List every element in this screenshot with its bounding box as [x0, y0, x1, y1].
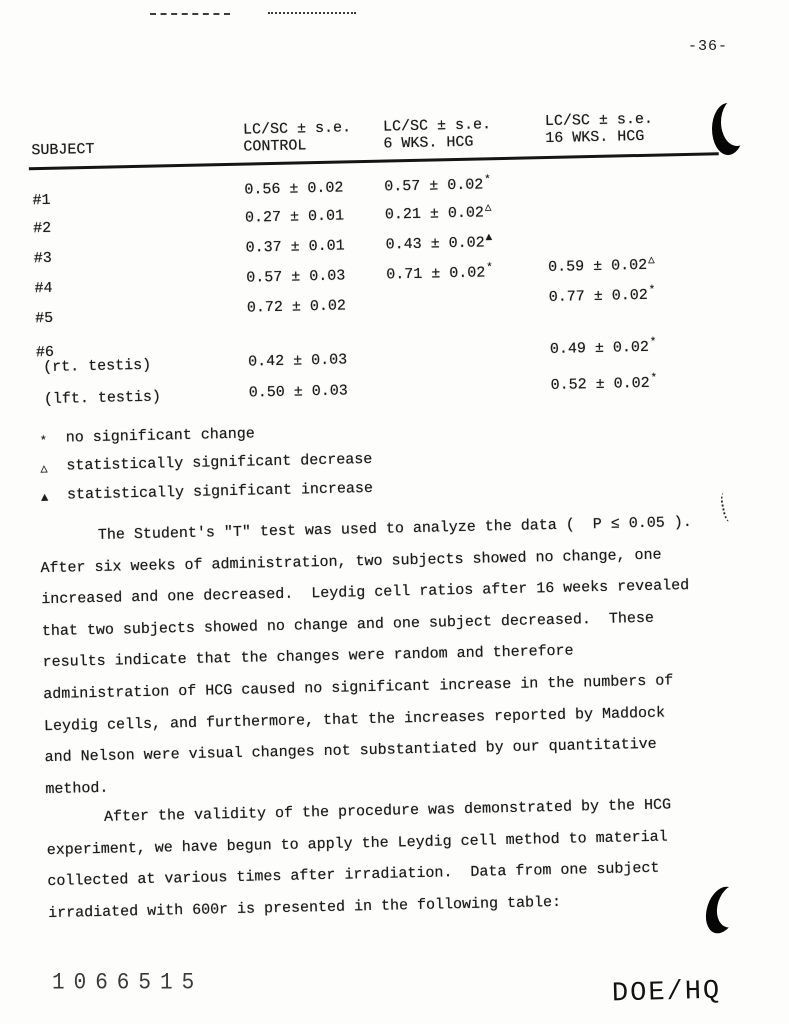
legend-item-increase: [1, 478, 501, 509]
paragraph-line: irradiated with 600r is presented in the following table:: [47, 893, 562, 922]
paragraph-line: increased and one decreased. Leydig cell ratios after 16 weeks revealed: [41, 577, 690, 609]
control-value: 0.72 ± 0.02: [246, 297, 347, 317]
body-paragraph-2: [46, 796, 749, 938]
column-header-16wks-line1: LC/SC ± s.e.: [544, 110, 654, 131]
value-text: 0.49 ± 0.02: [549, 338, 650, 358]
legend-text: statistically significant decrease: [66, 450, 373, 475]
wk16-value: [547, 254, 655, 277]
legend-text: statistically significant increase: [66, 479, 374, 504]
subject-label: #3: [33, 249, 53, 268]
significance-mark: *: [486, 262, 493, 275]
value-text: 0.57 ± 0.02: [384, 176, 484, 196]
column-header-control-line2: CONTROL: [243, 137, 307, 156]
paragraph-line: administration of HCG caused no significant increase in the numbers of: [43, 672, 674, 704]
wk6-value: [384, 174, 492, 196]
wk6-value: [386, 262, 493, 284]
control-value: 0.42 ± 0.03: [247, 351, 348, 371]
subject-note: (lft. testis): [43, 388, 162, 409]
document-number-stamp: 1066515: [52, 970, 204, 997]
value-text: 0.59 ± 0.02: [547, 256, 648, 276]
page-number: -36-: [688, 38, 729, 55]
paragraph-line: After six weeks of administration, two subjects showed no change, one: [40, 546, 662, 577]
significance-mark: *: [650, 372, 658, 385]
filled-triangle-symbol: ▲: [40, 490, 49, 506]
value-text: 0.43 ± 0.02: [385, 234, 485, 254]
subject-label: #4: [34, 279, 53, 298]
control-value: 0.57 ± 0.03: [246, 267, 346, 287]
asterisk-symbol: *: [39, 433, 48, 449]
value-text: 0.52 ± 0.02: [550, 374, 650, 394]
paragraph-line: Leydig cells, and furthermore, that the increases reported by Maddock: [43, 704, 666, 735]
wk6-value: [384, 202, 492, 224]
legend-text: no significant change: [65, 425, 255, 447]
paragraph-line: experiment, we have begun to apply the Leydig cell method to material: [46, 828, 668, 859]
paragraph-line: method.: [45, 779, 109, 798]
column-header-control-line1: LC/SC ± s.e.: [242, 119, 352, 139]
wk6-value: [385, 232, 493, 254]
subject-note: (rt. testis): [43, 356, 152, 377]
paragraph-line: After the validity of the procedure was demonstrated by the HCG: [103, 796, 672, 826]
control-value: 0.37 ± 0.01: [245, 237, 345, 257]
subject-label: #1: [32, 191, 51, 210]
column-header-subject: SUBJECT: [31, 140, 95, 160]
significance-mark: *: [649, 336, 657, 349]
paragraph-line: collected at various times after irradiation. Data from one subject: [47, 859, 660, 891]
control-value: 0.50 ± 0.03: [248, 382, 349, 402]
paragraph-line: results indicate that the changes were random and therefore: [42, 642, 574, 672]
significance-mark: ▲: [485, 232, 493, 245]
open-triangle-symbol: △: [40, 461, 48, 477]
paragraph-line: that two subjects showed no change and one subject decreased. These: [41, 609, 655, 640]
body-paragraph-1: [40, 514, 746, 814]
table-header-rule: [29, 152, 719, 170]
significance-mark: *: [484, 174, 492, 187]
value-text: 0.71 ± 0.02: [386, 264, 486, 284]
subject-label: #5: [34, 309, 54, 328]
significance-mark: △: [647, 254, 655, 267]
control-value: 0.56 ± 0.02: [244, 179, 344, 199]
subject-label: #2: [32, 219, 52, 238]
column-header-6wks-line2: 6 WKS. HCG: [383, 133, 474, 153]
subject-label: #6: [35, 343, 55, 362]
significance-mark: *: [648, 284, 656, 297]
significance-mark: △: [484, 202, 492, 215]
control-value: 0.27 ± 0.01: [244, 207, 345, 227]
legend-item-decrease: [0, 449, 500, 480]
column-header-6wks-line1: LC/SC ± s.e.: [382, 116, 492, 136]
doe-hq-stamp: DOE/HQ: [611, 976, 722, 1010]
wk16-value: [550, 372, 658, 395]
value-text: 0.77 ± 0.02: [548, 286, 648, 306]
wk16-value: [549, 336, 657, 359]
legend-item-no-change: [0, 421, 500, 452]
wk16-value: [548, 284, 656, 307]
value-text: 0.21 ± 0.02: [384, 204, 485, 224]
paragraph-line: and Nelson were visual changes not substantiated by our quantitative: [44, 735, 657, 767]
column-header-16wks-line2: 16 WKS. HCG: [545, 127, 645, 148]
paragraph-line: The Student's "T" test was used to analyze the data ( P ≤ 0.05 ).: [97, 513, 693, 544]
